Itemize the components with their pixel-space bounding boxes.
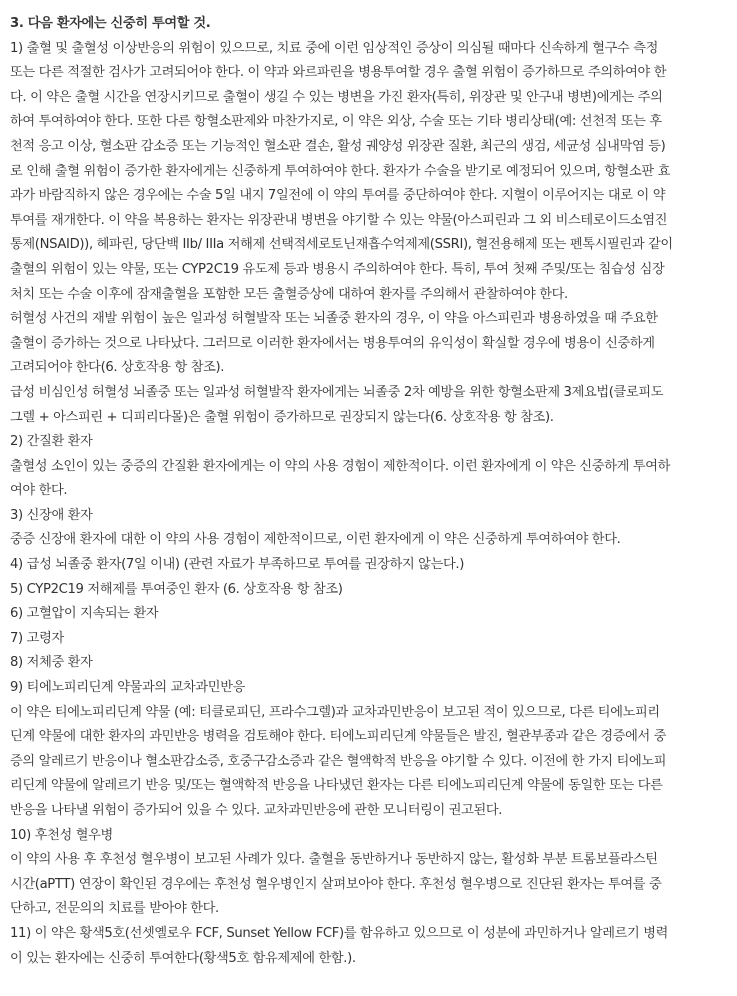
text-line: 증의 알레르기 반응이나 혈소판감소증, 호중구감소증과 같은 혈액학적 반응을 야기할 수 있다. 이전에 한 가지 티에노피: [10, 753, 667, 769]
text-line: 다. 이 약은 출혈 시간을 연장시키므로 출혈이 생길 수 있는 병변을 가진 환자(특히, 위장관 및 안구내 병변)에게는 주의: [10, 89, 663, 105]
text-line: 4) 급성 뇌졸중 환자(7일 이내) (관련 자료가 부족하므로 투여를 권장하지 않는다.): [10, 557, 464, 573]
text-line: 고려되어야 한다(6. 상호작용 항 참조).: [10, 360, 225, 376]
text-line: 8) 저체중 환자: [10, 655, 93, 671]
section-title: 3. 다음 환자에는 신중히 투여할 것.: [10, 16, 211, 31]
text-line: 출혈의 위험이 있는 약물, 또는 CYP2C19 유도제 등과 병용시 주의하여야 한다. 특히, 투여 첫째 주및/또는 침습성 심장: [10, 261, 665, 277]
text-line: 처치 또는 수술 이후에 잠재출혈을 포함한 모든 출혈증상에 대하여 환자를 주의해서 관찰하여야 한다.: [10, 286, 568, 302]
text-line: 여야 한다.: [10, 483, 68, 499]
text-line: 허혈성 사건의 재발 위험이 높은 일과성 허혈발작 또는 뇌졸중 환자의 경우, 이 약을 아스피린과 병용하였을 때 주요한: [10, 311, 658, 327]
text-line: 중증 신장애 환자에 대한 이 약의 사용 경험이 제한적이므로, 이런 환자에게 이 약은 신중하게 투여하여야 한다.: [10, 532, 621, 548]
text-line: 또는 다른 적절한 검사가 고려되어야 한다. 이 약과 와르파린을 병용투여할 경우 출혈 위험이 증가하므로 주의하여야 한: [10, 65, 667, 81]
text-line: 반응을 나타낼 위험이 증가되어 있을 수 있다. 교차과민반응에 관한 모니터링이 권고된다.: [10, 803, 503, 818]
text-line: 이 약은 티에노피리딘계 약물 (예: 티클로피딘, 프라수그렐)과 교차과민반응이 보고된 적이 있으므로, 다른 티에노피리: [10, 704, 660, 720]
text-line: 출혈성 소인이 있는 중증의 간질환 환자에게는 이 약의 사용 경험이 제한적이다. 이런 환자에게 이 약은 신중하게 투여하: [10, 458, 670, 474]
text-line: 하여 투여하여야 한다. 또한 다른 항혈소판제와 마찬가지로, 이 약은 외상, 수술 또는 기타 병리상태(예: 선천적 또는 후: [10, 114, 662, 130]
text-line: 7) 고령자: [10, 630, 64, 646]
text-line: 로 인해 출혈 위험이 증가한 환자에게는 신중하게 투여하여야 한다. 환자가 수술을 받기로 예정되어 있으며, 항혈소판 효: [10, 163, 670, 179]
section-text: [10, 37, 723, 972]
text-line: 출혈이 증가하는 것으로 나타났다. 그러므로 이러한 환자에서는 병용투여의 유익성이 확실할 경우에 병용이 신중하게: [10, 335, 655, 351]
text-line: 과가 바람직하지 않은 경우에는 수술 5일 내지 7일전에 이 약의 투여를 중단하여야 한다. 지혈이 이루어지는 대로 이 약: [10, 188, 666, 204]
text-line: 3) 신장애 환자: [10, 507, 93, 523]
text-line: 이 있는 환자에는 신중히 투여한다(황색5호 함유제제에 한함.).: [10, 950, 356, 966]
text-line: 10) 후천성 혈우병: [10, 827, 113, 843]
text-line: 1) 출혈 및 출혈성 이상반응의 위험이 있으므로, 치료 중에 이런 임상적인 증상이 의심될 때마다 신속하게 혈구수 측정: [10, 40, 659, 56]
text-line: 투여를 재개한다. 이 약을 복용하는 환자는 위장관내 병변을 야기할 수 있는 약물(아스피린과 그 외 비스테로이드소염진: [10, 212, 668, 228]
text-line: 천적 응고 이상, 혈소판 감소증 또는 기능적인 혈소판 결손, 활성 궤양성 위장관 질환, 최근의 생검, 세균성 심내막염 등): [10, 138, 666, 154]
text-line: 급성 비심인성 허혈성 뇌졸중 또는 일과성 허혈발작 환자에게는 뇌졸중 2차 예방을 위한 항혈소판제 3제요법(클로피도: [10, 384, 664, 400]
text-line: 시간(aPTT) 연장이 확인된 경우에는 후천성 혈우병인지 살펴보아야 한다. 후천성 혈우병으로 진단된 환자는 투여를 중: [10, 876, 662, 892]
text-line: 2) 간질환 환자: [10, 434, 93, 450]
text-line: 9) 티에노피리딘계 약물과의 교차과민반응: [10, 680, 245, 696]
text-line: 그렐 + 아스피린 + 디피리다몰)은 출혈 위험이 증가하므로 권장되지 않는다(6. 상호작용 항 참조).: [10, 409, 554, 425]
text-line: 5) CYP2C19 저해제를 투여중인 환자 (6. 상호작용 항 참조): [10, 581, 343, 597]
text-line: 통제(NSAID)), 헤파린, 당단백 IIb/ IIIa 저해제 선택적세로토닌재흡수억제제(SSRI), 혈전용해제 또는 펜톡시필린과 같이: [10, 237, 673, 253]
text-line: 단하고, 전문의의 치료를 받아야 한다.: [10, 901, 219, 917]
text-line: 11) 이 약은 황색5호(선셋옐로우 FCF, Sunset Yellow FCF)를 함유하고 있으므로 이 성분에 과민하거나 알레르기 병력: [10, 925, 669, 941]
text-line: 리딘계 약물에 알레르기 반응 및/또는 혈액학적 반응을 나타냈던 환자는 다른 티에노피리딘계 약물에 동일한 또는 다른: [10, 778, 663, 794]
text-line: 6) 고혈압이 지속되는 환자: [10, 606, 159, 622]
text-line: 이 약의 사용 후 후천성 혈우병이 보고된 사례가 있다. 출혈을 동반하거나 동반하지 않는, 활성화 부분 트롬보플라스틴: [10, 852, 658, 868]
text-line: 딘계 약물에 대한 환자의 과민반응 병력을 검토해야 한다. 티에노피리딘계 약물들은 발진, 혈관부종과 같은 경증에서 중: [10, 729, 667, 745]
